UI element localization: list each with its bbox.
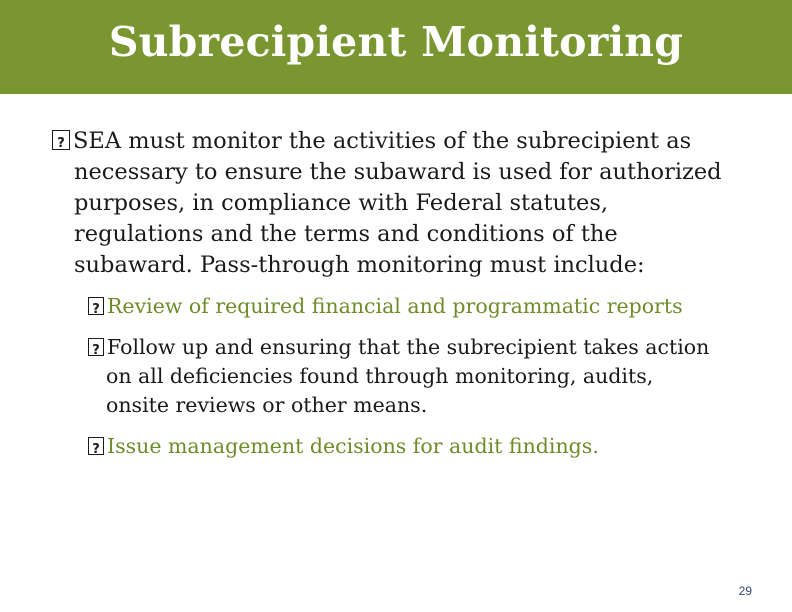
title-bar — [0, 0, 792, 94]
missing-glyph-box-icon — [88, 297, 104, 315]
main-bullet-line-2: necessary to ensure the subaward is used for authorized — [74, 159, 722, 185]
sub-bullet-2-line-1: ?Follow up and ensuring that the subrecipient takes action — [88, 333, 709, 362]
main-bullet-line-1: ?SEA must monitor the activities of the subrecipient as — [52, 126, 722, 157]
sub-bullet-2-line-2: on all deficiencies found through monitoring, audits, — [106, 364, 654, 388]
sub-bullet-1-line-1: ?Review of required financial and programmatic reports — [88, 292, 683, 321]
sub-bullet-1 — [88, 292, 683, 321]
sub-bullet-2-line-3: onsite reviews or other means. — [106, 393, 428, 417]
main-bullet — [52, 126, 722, 281]
sub-bullet-2 — [88, 333, 709, 420]
main-bullet-line-5: subaward. Pass-through monitoring must include: — [74, 252, 645, 278]
main-bullet-line-4: regulations and the terms and conditions of the — [74, 221, 618, 247]
main-bullet-line-3: purposes, in compliance with Federal statutes, — [74, 190, 609, 216]
page-number: 29 — [738, 584, 752, 598]
missing-glyph-box-icon — [88, 437, 104, 455]
slide-title: Subrecipient Monitoring — [108, 18, 684, 66]
missing-glyph-box-icon — [88, 338, 104, 356]
sub-bullet-3-line-1: ?Issue management decisions for audit findings. — [88, 432, 599, 461]
sub-bullet-3 — [88, 432, 599, 461]
missing-glyph-box-icon — [52, 130, 70, 150]
